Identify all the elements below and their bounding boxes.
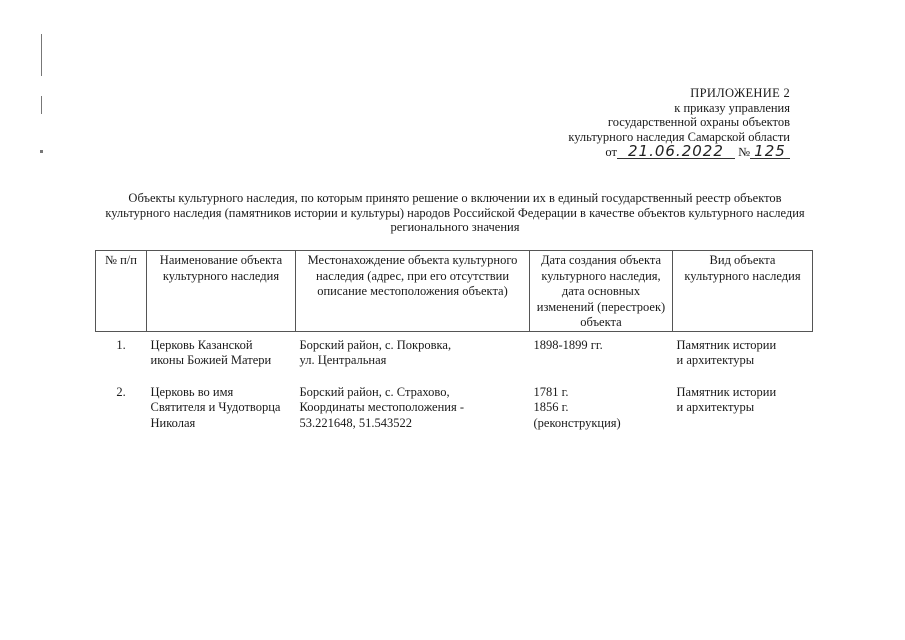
heritage-objects-table — [95, 250, 813, 441]
header-name: Наименование объекта культурного наследия — [147, 251, 296, 332]
cell-type — [673, 331, 813, 379]
from-label: от — [605, 145, 617, 159]
cell-line: Координаты местоположения - — [299, 400, 465, 414]
appendix-line: культурного наследия Самарской области — [568, 129, 790, 144]
cell-location — [296, 379, 530, 442]
cell-line: (реконструкция) — [533, 415, 621, 430]
cell-line: Борский район, с. Страхово, — [299, 384, 450, 399]
table-row — [96, 331, 813, 379]
scan-margin-line — [41, 34, 42, 76]
table-row — [96, 379, 813, 442]
header-num: № п/п — [96, 251, 147, 332]
handwritten-number: 125 — [750, 144, 790, 159]
cell-line: Святителя и Чудотворца — [150, 400, 281, 414]
cell-type — [673, 379, 813, 442]
cell-name — [147, 379, 296, 442]
cell-num: 1. — [116, 337, 126, 352]
appendix-line: к приказу управления — [674, 100, 790, 115]
cell-line: Церковь во имя — [150, 384, 234, 399]
appendix-header — [568, 86, 790, 160]
document-heading: Объекты культурного наследия, по которым принято решение о включении их в единый государственный реестр объектов культурного наследия (памятников истории и культуры) народов Российской Федерации в качестве объектов культурного наследия регионального значения — [105, 191, 805, 234]
cell-line: Борский район, с. Покровка, — [299, 337, 452, 352]
cell-num: 2. — [116, 384, 126, 399]
cell-line: Церковь Казанской — [150, 337, 253, 352]
appendix-line: государственной охраны объектов — [607, 115, 790, 129]
header-type: Вид объекта культурного наследия — [673, 251, 813, 332]
cell-date — [530, 379, 673, 442]
cell-line: и архитектуры — [676, 353, 755, 367]
cell-line: Памятник истории — [676, 337, 777, 352]
header-date: Дата создания объекта культурного наследия, дата основных изменений (перестроек) объекта — [530, 251, 673, 332]
scan-margin-line — [41, 96, 42, 114]
cell-line: Памятник истории — [676, 384, 777, 399]
order-date-number-line — [568, 144, 790, 160]
number-label: № — [738, 145, 750, 159]
cell-line: иконы Божией Матери — [150, 353, 272, 367]
cell-line: и архитектуры — [676, 400, 755, 414]
handwritten-date: 21.06.2022 — [617, 144, 735, 159]
header-location: Местонахождение объекта культурного наследия (адрес, при его отсутствии описание местоположения объекта) — [296, 251, 530, 332]
cell-line: ул. Центральная — [299, 353, 387, 367]
cell-line: 1781 г. — [533, 384, 569, 399]
cell-line: Николая — [150, 415, 196, 430]
cell-line: 1856 г. — [533, 400, 569, 414]
cell-location — [296, 331, 530, 379]
scan-margin-mark — [40, 150, 43, 153]
cell-line: 53.221648, 51.543522 — [299, 415, 412, 430]
cell-date — [530, 331, 673, 379]
cell-line: 1898-1899 гг. — [533, 337, 603, 352]
appendix-title: ПРИЛОЖЕНИЕ 2 — [690, 86, 790, 100]
table-header-row — [96, 251, 813, 332]
cell-name — [147, 331, 296, 379]
